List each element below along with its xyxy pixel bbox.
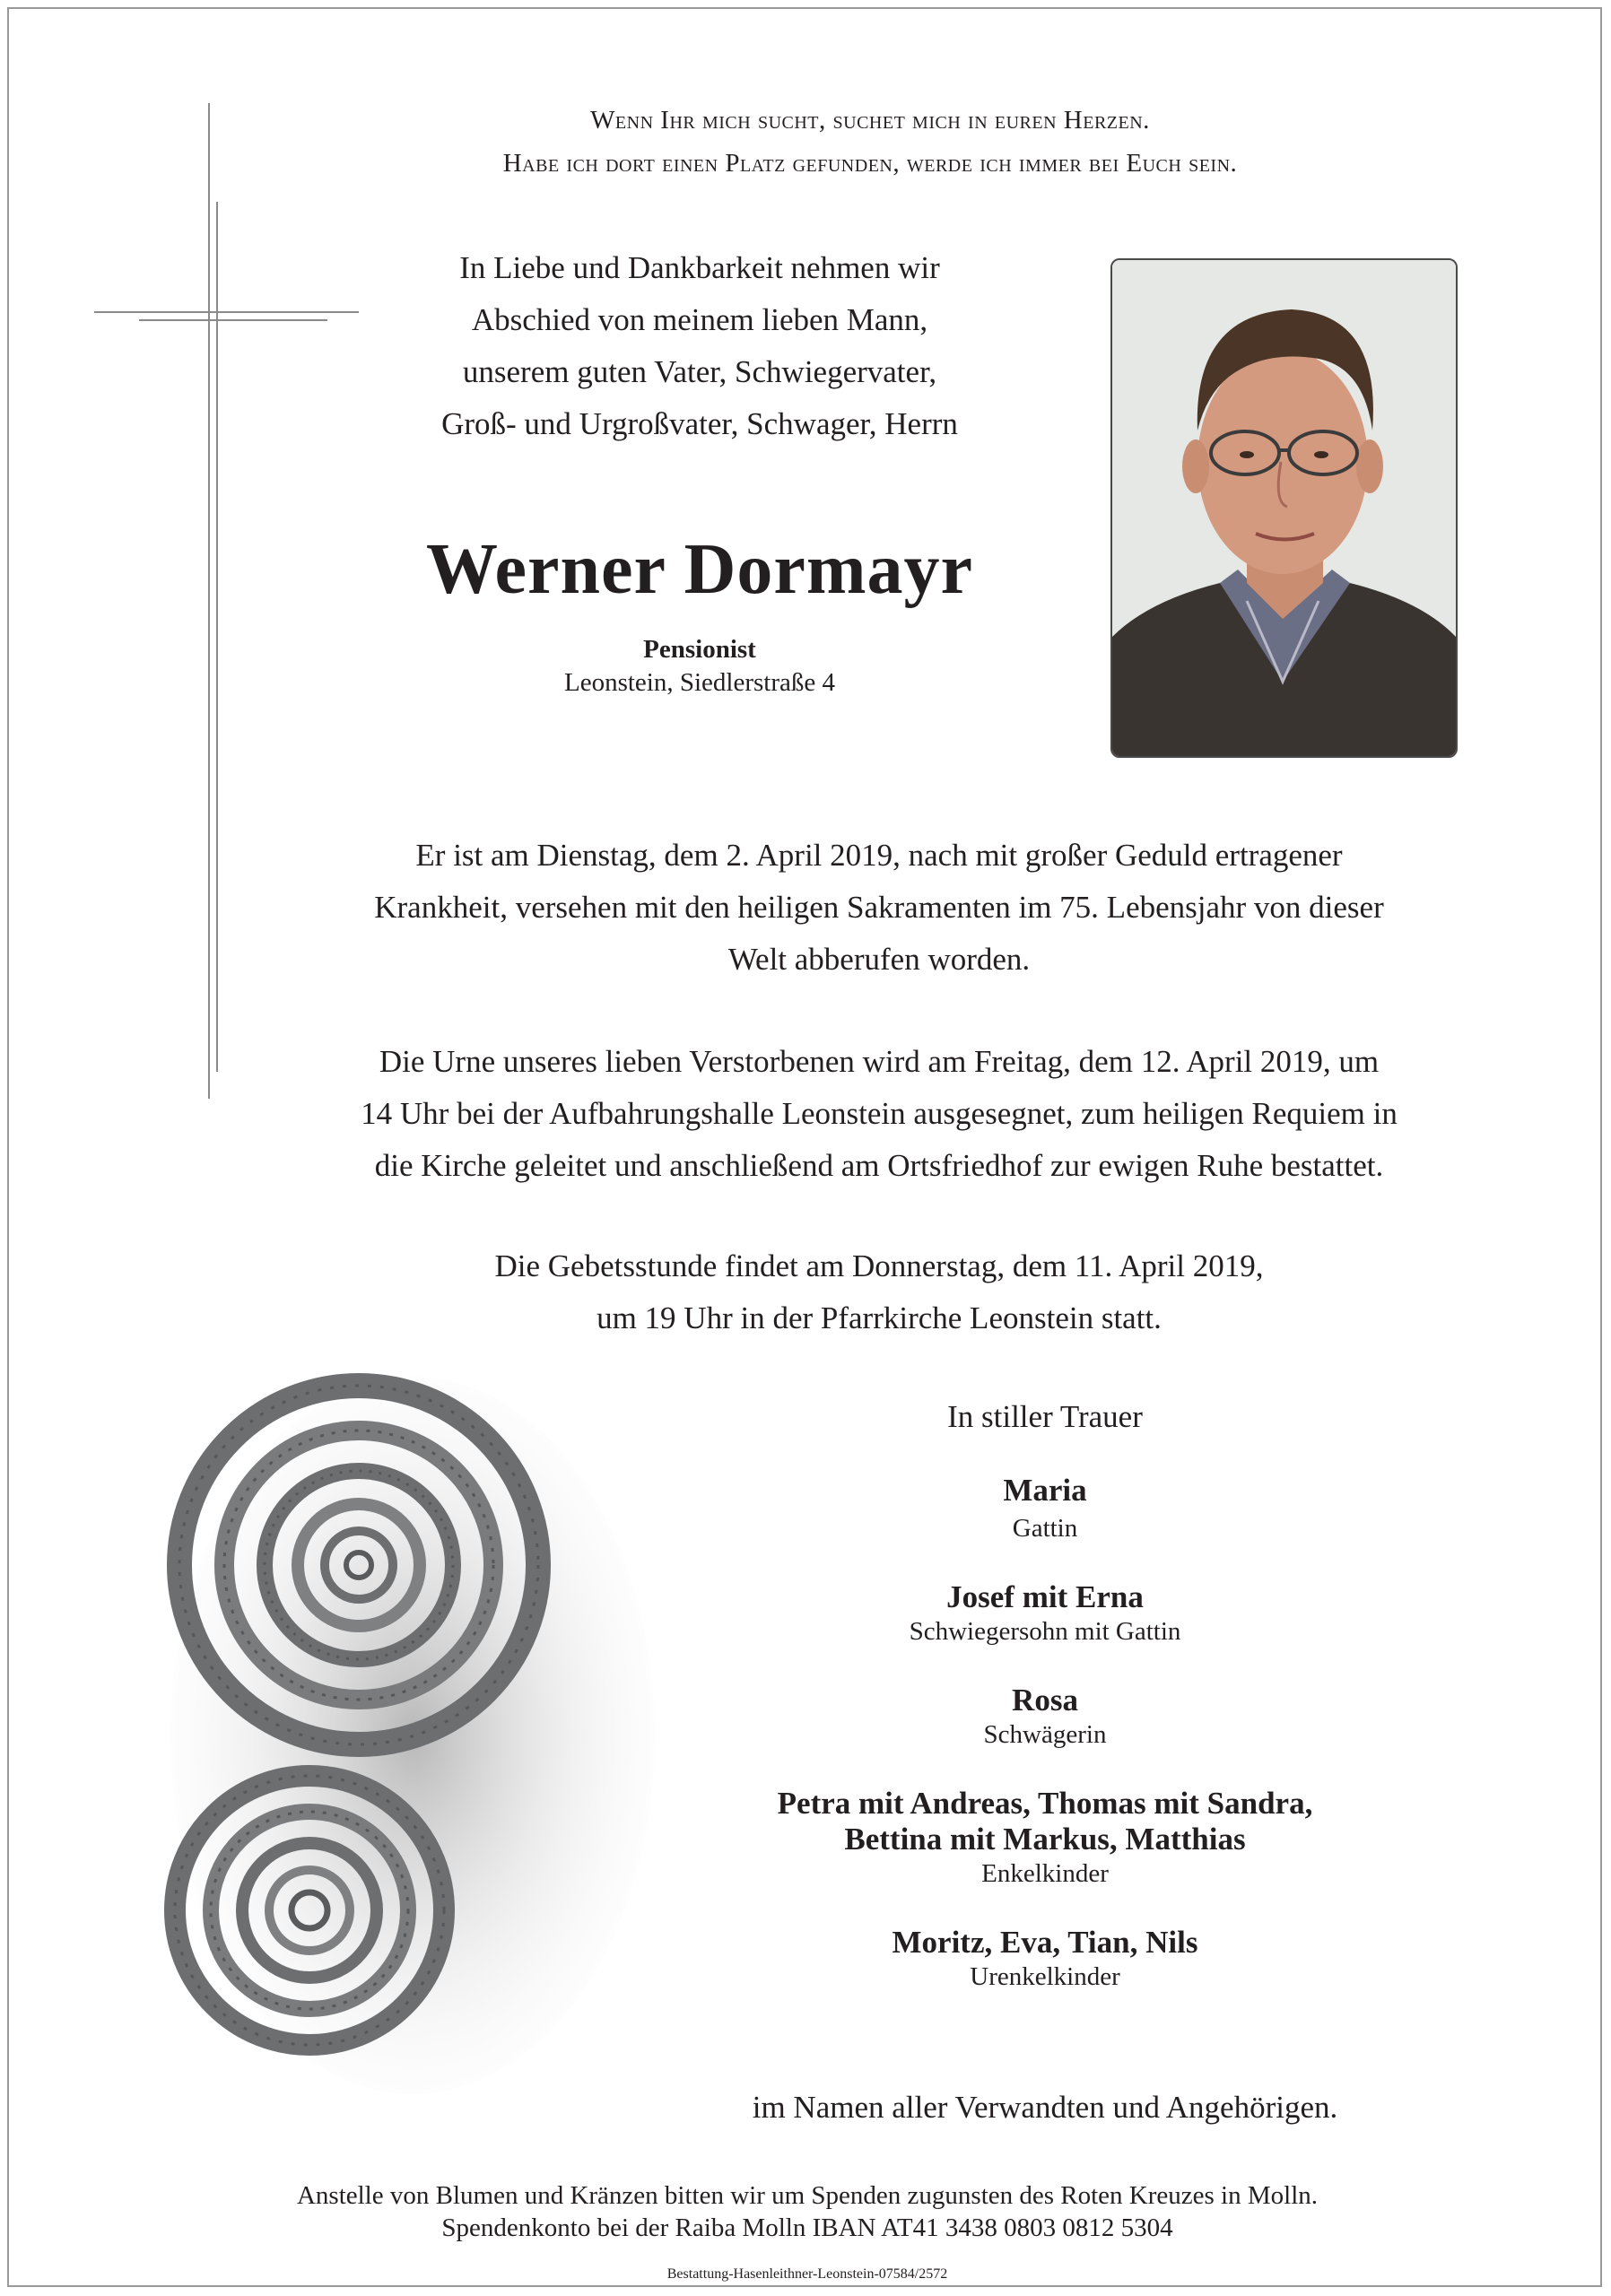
mourner-name-line-2: Bettina mit Markus, Matthias bbox=[844, 1822, 1246, 1857]
mourner-entry bbox=[762, 1579, 1328, 1647]
mourner-name: Petra mit Andreas, Thomas mit Sandra, bbox=[777, 1786, 1313, 1821]
mourners-list bbox=[762, 1399, 1328, 1992]
mourner-name: Josef mit Erna bbox=[946, 1579, 1144, 1614]
mourner-entry bbox=[762, 1925, 1328, 1992]
mourner-relation: Gattin bbox=[1012, 1514, 1078, 1543]
mourner-relation: Enkelkinder bbox=[981, 1859, 1109, 1888]
mourner-relation: Schwiegersohn mit Gattin bbox=[909, 1617, 1181, 1646]
death-line-2: Krankheit, versehen mit den heiligen Sakramenten im 75. Lebensjahr von dieser bbox=[374, 890, 1384, 925]
mourner-entry bbox=[762, 1683, 1328, 1750]
deceased-occupation: Pensionist bbox=[643, 635, 756, 664]
death-announcement bbox=[287, 830, 1471, 986]
intro-line-2: Abschied von meinem lieben Mann, bbox=[471, 302, 928, 337]
mourners-heading: In stiller Trauer bbox=[947, 1399, 1143, 1434]
prayer-line-2: um 19 Uhr in der Pfarrkirche Leonstein statt. bbox=[597, 1300, 1162, 1335]
prayer-details bbox=[287, 1240, 1471, 1344]
intro-line-4: Groß- und Urgroßvater, Schwager, Herrn bbox=[441, 406, 958, 441]
deceased-address: Leonstein, Siedlerstraße 4 bbox=[564, 668, 835, 697]
mourner-name: Maria bbox=[1003, 1473, 1087, 1508]
intro-text bbox=[296, 242, 1103, 450]
deceased-name: Werner Dormayr bbox=[425, 530, 974, 609]
funeral-home-footer: Bestattung-Hasenleithner-Leonstein-07584/2572 bbox=[666, 2266, 948, 2282]
funeral-details bbox=[287, 1036, 1471, 1192]
funeral-line-3: die Kirche geleitet und anschließend am Ortsfriedhof zur ewigen Ruhe bestattet. bbox=[374, 1148, 1384, 1183]
death-line-3: Welt abberufen worden. bbox=[727, 942, 1031, 977]
motto-line-2: Habe ich dort einen Platz gefunden, werde ich immer bei Euch sein. bbox=[502, 149, 1238, 178]
donation-line-2: Spendenkonto bei der Raiba Molln IBAN AT41 3438 0803 0812 5304 bbox=[441, 2213, 1173, 2242]
ammonite-fossil-image bbox=[152, 1350, 655, 2103]
funeral-line-2: 14 Uhr bei der Aufbahrungshalle Leonstein ausgesegnet, zum heiligen Requiem in bbox=[361, 1096, 1398, 1131]
donation-notice bbox=[161, 2179, 1453, 2244]
portrait-photo bbox=[1110, 258, 1458, 758]
mourner-relation: Schwägerin bbox=[983, 1720, 1107, 1749]
death-line-1: Er ist am Dienstag, dem 2. April 2019, nach mit großer Geduld ertragener bbox=[415, 838, 1343, 873]
portrait-image bbox=[1112, 260, 1456, 756]
mourners-signoff: im Namen aller Verwandten und Angehörigen. bbox=[752, 2090, 1338, 2125]
funeral-line-1: Die Urne unseres lieben Verstorbenen wird am Freitag, dem 12. April 2019, um bbox=[379, 1044, 1380, 1079]
prayer-line-1: Die Gebetsstunde findet am Donnerstag, dem 11. April 2019, bbox=[494, 1248, 1264, 1283]
motto bbox=[269, 99, 1471, 185]
mourner-entry bbox=[762, 1786, 1328, 1889]
donation-line-1: Anstelle von Blumen und Kränzen bitten wir um Spenden zugunsten des Roten Kreuzes in Molln. bbox=[296, 2181, 1319, 2210]
mourner-name: Rosa bbox=[1012, 1683, 1078, 1718]
intro-line-1: In Liebe und Dankbarkeit nehmen wir bbox=[459, 250, 940, 285]
mourner-entry bbox=[762, 1473, 1328, 1544]
mourner-relation: Urenkelkinder bbox=[970, 1962, 1120, 1991]
intro-line-3: unserem guten Vater, Schwiegervater, bbox=[462, 354, 937, 389]
motto-line-1: Wenn Ihr mich sucht, suchet mich in euren Herzen. bbox=[590, 106, 1150, 135]
mourner-name: Moritz, Eva, Tian, Nils bbox=[892, 1925, 1198, 1960]
